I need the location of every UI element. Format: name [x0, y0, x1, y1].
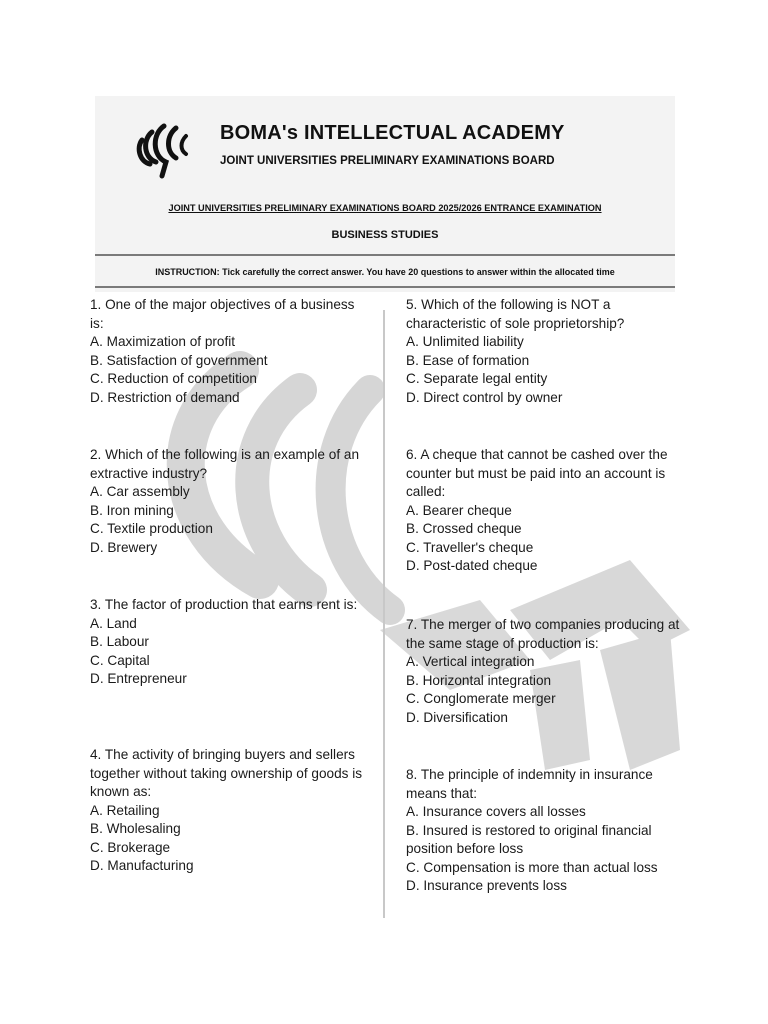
question-5	[406, 296, 688, 446]
answer-option[interactable]: C. Brokerage	[90, 839, 171, 855]
subject-title: BUSINESS STUDIES	[331, 229, 439, 241]
question-stem: 4. The activity of bringing buyers and sellers together without taking ownership of goods is known as:	[90, 747, 363, 799]
answer-option[interactable]: B. Horizontal integration	[406, 672, 552, 688]
question-column-right	[406, 296, 688, 896]
answer-option[interactable]: D. Insurance prevents loss	[406, 878, 567, 893]
answer-option[interactable]: A. Car assembly	[90, 484, 190, 499]
answer-option[interactable]: C. Textile production	[90, 521, 213, 536]
answer-option[interactable]: D. Diversification	[406, 709, 508, 725]
question-2	[90, 446, 368, 596]
column-divider	[383, 310, 385, 918]
answer-option[interactable]: B. Crossed cheque	[406, 521, 522, 536]
answer-option[interactable]: C. Reduction of competition	[90, 371, 257, 386]
divider-rule	[95, 254, 675, 256]
question-column-left	[90, 296, 368, 896]
academy-logo-icon	[132, 118, 192, 180]
question-stem: 2. Which of the following is an example of an extractive industry?	[90, 447, 360, 481]
answer-option[interactable]: A. Insurance covers all losses	[406, 804, 586, 819]
answer-option[interactable]: A. Unlimited liability	[406, 334, 524, 349]
answer-option[interactable]: B. Iron mining	[90, 502, 174, 518]
answer-option[interactable]: B. Wholesaling	[90, 821, 181, 836]
question-stem: 6. A cheque that cannot be cashed over the counter but must be paid into an account is called:	[406, 447, 668, 499]
answer-option[interactable]: A. Land	[90, 615, 137, 631]
question-stem: 8. The principle of indemnity in insurance means that:	[406, 767, 653, 801]
answer-option[interactable]: D. Post-dated cheque	[406, 558, 538, 573]
answer-option[interactable]: B. Labour	[90, 634, 149, 649]
answer-option[interactable]: C. Conglomerate merger	[406, 691, 556, 706]
answer-option[interactable]: D. Restriction of demand	[90, 389, 240, 405]
answer-option[interactable]: C. Separate legal entity	[406, 371, 548, 386]
answer-option[interactable]: B. Satisfaction of government	[90, 352, 268, 368]
question-1	[90, 296, 368, 446]
question-4	[90, 746, 368, 896]
answer-option[interactable]: A. Bearer cheque	[406, 502, 512, 518]
answer-option[interactable]: D. Direct control by owner	[406, 389, 563, 405]
question-3	[90, 596, 368, 746]
answer-option[interactable]: D. Manufacturing	[90, 858, 194, 873]
academy-name: BOMA's INTELLECTUAL ACADEMY	[220, 122, 565, 144]
answer-option[interactable]: D. Brewery	[90, 539, 158, 555]
question-6	[406, 446, 688, 616]
question-8	[406, 766, 688, 896]
question-stem: 7. The merger of two companies producing at the same stage of production is:	[406, 617, 680, 651]
answer-option[interactable]: C. Traveller's cheque	[406, 539, 534, 555]
answer-option[interactable]: C. Compensation is more than actual loss	[406, 859, 658, 875]
answer-option[interactable]: A. Retailing	[90, 802, 160, 818]
divider-rule	[95, 286, 675, 288]
answer-option[interactable]: D. Entrepreneur	[90, 671, 187, 686]
question-stem: 3. The factor of production that earns rent is:	[90, 597, 358, 612]
answer-option[interactable]: B. Ease of formation	[406, 352, 530, 368]
answer-option[interactable]: A. Vertical integration	[406, 654, 535, 669]
exam-title: JOINT UNIVERSITIES PRELIMINARY EXAMINATIONS BOARD 2025/2026 ENTRANCE EXAMINATION	[168, 203, 602, 213]
answer-option[interactable]: A. Maximization of profit	[90, 334, 236, 349]
question-7	[406, 616, 688, 766]
answer-option[interactable]: B. Insured is restored to original financial position before loss	[406, 822, 652, 856]
question-stem: 1. One of the major objectives of a business is:	[90, 297, 355, 331]
instruction-text: INSTRUCTION: Tick carefully the correct answer. You have 20 questions to answer within the allocated time	[155, 267, 615, 277]
board-name: JOINT UNIVERSITIES PRELIMINARY EXAMINATIONS BOARD	[220, 155, 555, 167]
question-stem: 5. Which of the following is NOT a characteristic of sole proprietorship?	[406, 297, 625, 331]
answer-option[interactable]: C. Capital	[90, 652, 150, 668]
